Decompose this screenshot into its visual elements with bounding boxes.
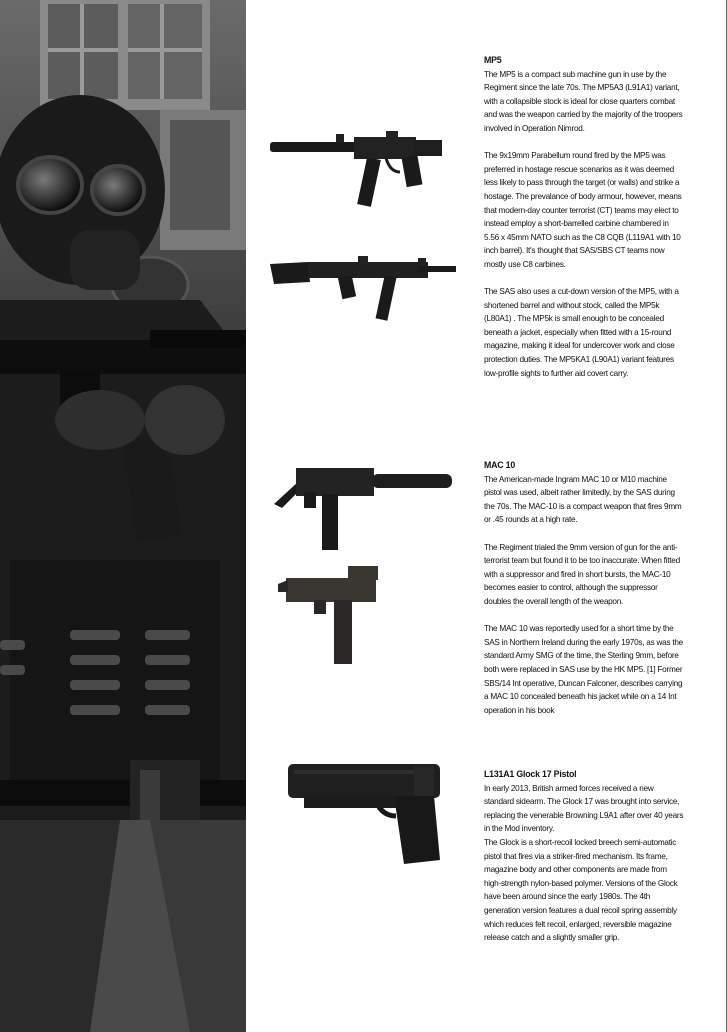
- mp5sd-image: [266, 128, 446, 210]
- glock-title: L131A1 Glock 17 Pistol: [484, 769, 577, 779]
- mac10-paragraph-1: The American-made Ingram MAC 10 or M10 machine pistol was used, albeit rather limitedly, by the SAS during the 70s. The MAC-10 is a compact weapon that fires 9mm or .45 rounds at a high rate.: [484, 474, 682, 525]
- mac10-title: MAC 10: [484, 460, 516, 470]
- glock-paragraph-1: In early 2013, British armed forces received a new standard sidearm. The Glock 17 was brought into service, replacing the venerable Browning L9A1 after over 40 years in the Mod inventory.: [484, 783, 684, 834]
- mp5-section: [484, 54, 684, 394]
- glock-17-image: [284, 760, 444, 866]
- glock-section: [484, 768, 684, 958]
- mac10-image: [278, 562, 386, 666]
- mac10-paragraph-3: The MAC 10 was reportedly used for a short time by the SAS in Northern Ireland during the early 1970s, as was the standard Army SMG of the time, the Sterling 9mm, before both were replaced in SAS use by the HK MP5. [1] Former SBS/14 Int operative, Duncan Falconer, describes carrying a MAC 10 concealed beneath his jacket while on a 14 Int operation in his book: [484, 624, 683, 715]
- mp5a2-image: [268, 250, 458, 322]
- glock-paragraph-2: The Glock is a short-recoil locked breech semi-automatic pistol that fires via a striker-fired mechanism. Its frame, magazine body and other components are made from high-strength nylon-based polymer. Versions of the Glock have been around since the early 1980s. The 4th generation version features a dual recoil spring assembly which reduces felt recoil, enlarged, reversible magazine release catch and a slightly smaller grip.: [484, 837, 678, 943]
- operator-photo: [0, 0, 246, 1032]
- mp5-paragraph-1: The MP5 is a compact sub machine gun in use by the Regiment since the late 70s. The MP5A3 (L91A1) variant, with a collapsible stock is ideal for close quarters combat and was the weapon carried by the majority of the troopers involved in Operation Nimrod.: [484, 69, 683, 133]
- mac10-section: [484, 459, 684, 731]
- mp5-title: MP5: [484, 55, 502, 65]
- mac10-paragraph-2: The Regiment trialed the 9mm version of gun for the anti-terrorist team but found it to be too inaccurate. When fitted with a suppressor and fired in short bursts, the MAC-10 becomes easier to control, although the suppressor doubles the overall length of the weapon.: [484, 542, 680, 606]
- mp5-paragraph-3: The SAS also uses a cut-down version of the MP5, with a shortened barrel and without stock, called the MP5k (L80A1) . The MP5k is small enough to be concealed beneath a jacket, especially when fitted with a 15-round magazine, making it ideal for undercover work and close protection duties. The MP5KA1 (L90A1) variant features low-profile sights to further aid covert carry.: [484, 287, 679, 378]
- mac10-suppressed-image: [268, 462, 456, 554]
- mp5-paragraph-2: The 9x19mm Parabellum round fired by the MP5 was preferred in hostage rescue scenarios as it was deemed less likely to pass through the target (or walls) and strike a hostage. The prevalance of body armour, however, means that modern-day counter terrorist (CT) teams may elect to instead employ a short-barrelled carbine chambered in 5.56 x 45mm NATO such as the C8 CQB (L119A1 with 10 inch barrel). It's thought that SAS/SBS CT teams now mostly use C8 carbines.: [484, 151, 682, 269]
